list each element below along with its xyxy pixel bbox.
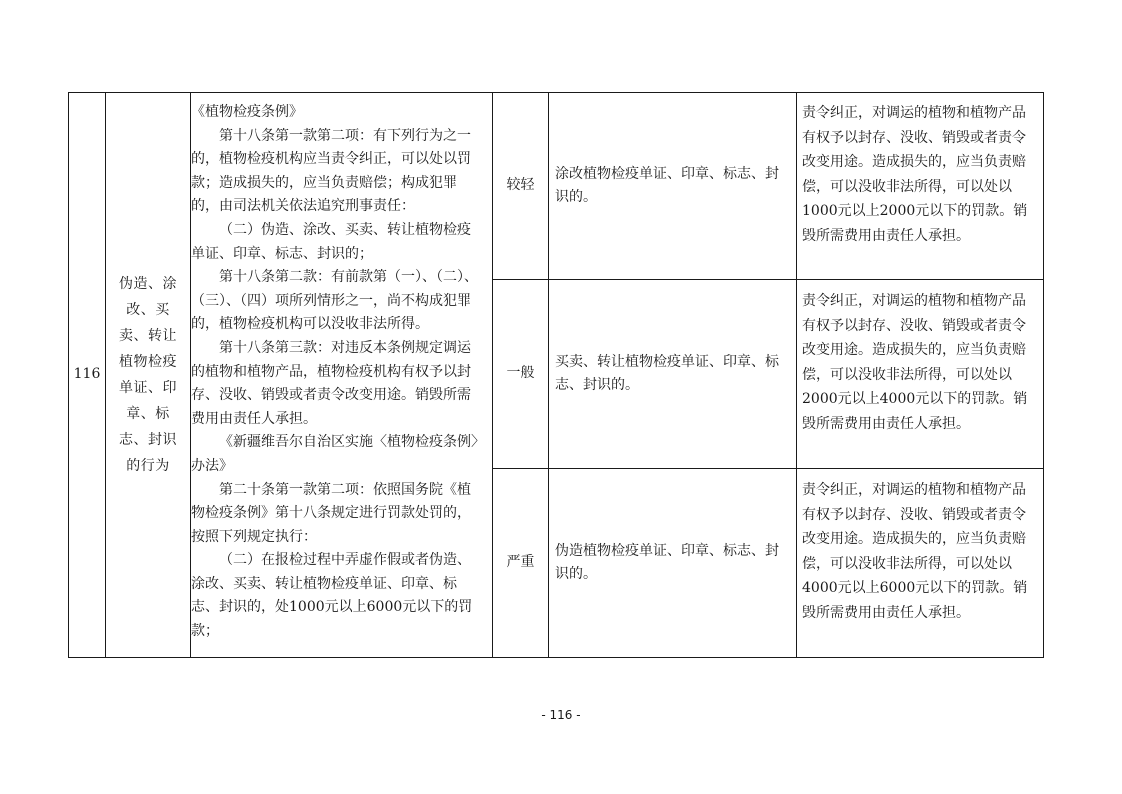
basis-paragraph: 《植物检疫条例》 — [191, 104, 303, 120]
table-border-right — [1043, 92, 1044, 658]
page-number: - 116 - — [541, 708, 581, 722]
severity-level: 较轻 — [506, 177, 535, 194]
basis-paragraph: 《新疆维吾尔自治区实施〈植物检疫条例〉办法》 — [191, 434, 478, 474]
severity-level: 一般 — [506, 365, 535, 382]
basis-paragraph: 第十八条第三款：对违反本条例规定调运的植物和植物产品，植物检疫机构有权予以封存、没收、销毁或者责令改变用途。销毁所需费用由责任人承担。 — [191, 339, 471, 427]
violation-circumstance: 买卖、转让植物检疫单证、印章、标志、封识的。 — [555, 353, 779, 393]
row-number: 116 — [73, 366, 101, 383]
basis-paragraph: 第二十条第一款第二项：依照国务院《植物检疫条例》第十八条规定进行罚款处罚的，按照下列规定执行： — [191, 481, 471, 545]
basis-paragraph: （二）伪造、涂改、买卖、转让植物检疫单证、印章、标志、封识的； — [191, 221, 471, 262]
penalty-standard: 责令纠正，对调运的植物和植物产品有权予以封存、没收、销毁或者责令改变用途。造成损失的，应当负责赔偿，可以没收非法所得，可以处以4000元以上6000元以下的罚款。销毁所需费用由责任人承担。 — [802, 482, 1028, 621]
penalty-standard: 责令纠正，对调运的植物和植物产品有权予以封存、没收、销毁或者责令改变用途。造成损失的，应当负责赔偿，可以没收非法所得，可以处以1000元以上2000元以下的罚款。销毁所需费用由责任人承担。 — [802, 105, 1028, 244]
penalty-standard: 责令纠正，对调运的植物和植物产品有权予以封存、没收、销毁或者责令改变用途。造成损失的，应当负责赔偿，可以没收非法所得，可以处以2000元以上4000元以下的罚款。销毁所需费用由责任人承担。 — [802, 293, 1028, 432]
violation-circumstance: 伪造植物检疫单证、印章、标志、封识的。 — [555, 542, 779, 582]
violation-behavior: 伪造、涂改、买卖、转让植物检疫单证、印章、标志、封识的行为 — [119, 276, 177, 474]
basis-paragraph: 第十八条第二款：有前款第（一）、（二）、（三）、（四）项所列情形之一，尚不构成犯罪的，植物检疫机构可以没收非法所得。 — [191, 269, 478, 333]
table-border-bottom — [68, 657, 1044, 658]
basis-paragraph: （二）在报检过程中弄虚作假或者伪造、涂改、买卖、转让植物检疫单证、印章、标志、封识的，处1000元以上6000元以下的罚款； — [191, 552, 473, 640]
severity-level: 严重 — [506, 554, 535, 571]
legal-basis — [191, 101, 483, 644]
basis-paragraph: 第十八条第一款第二项：有下列行为之一的，植物检疫机构应当责令纠正，可以处以罚款；造成损失的，应当负责赔偿；构成犯罪的，由司法机关依法追究刑事责任： — [191, 127, 471, 215]
column-divider — [548, 92, 549, 658]
column-divider — [796, 92, 797, 658]
violation-circumstance: 涂改植物检疫单证、印章、标志、封识的。 — [555, 165, 779, 205]
